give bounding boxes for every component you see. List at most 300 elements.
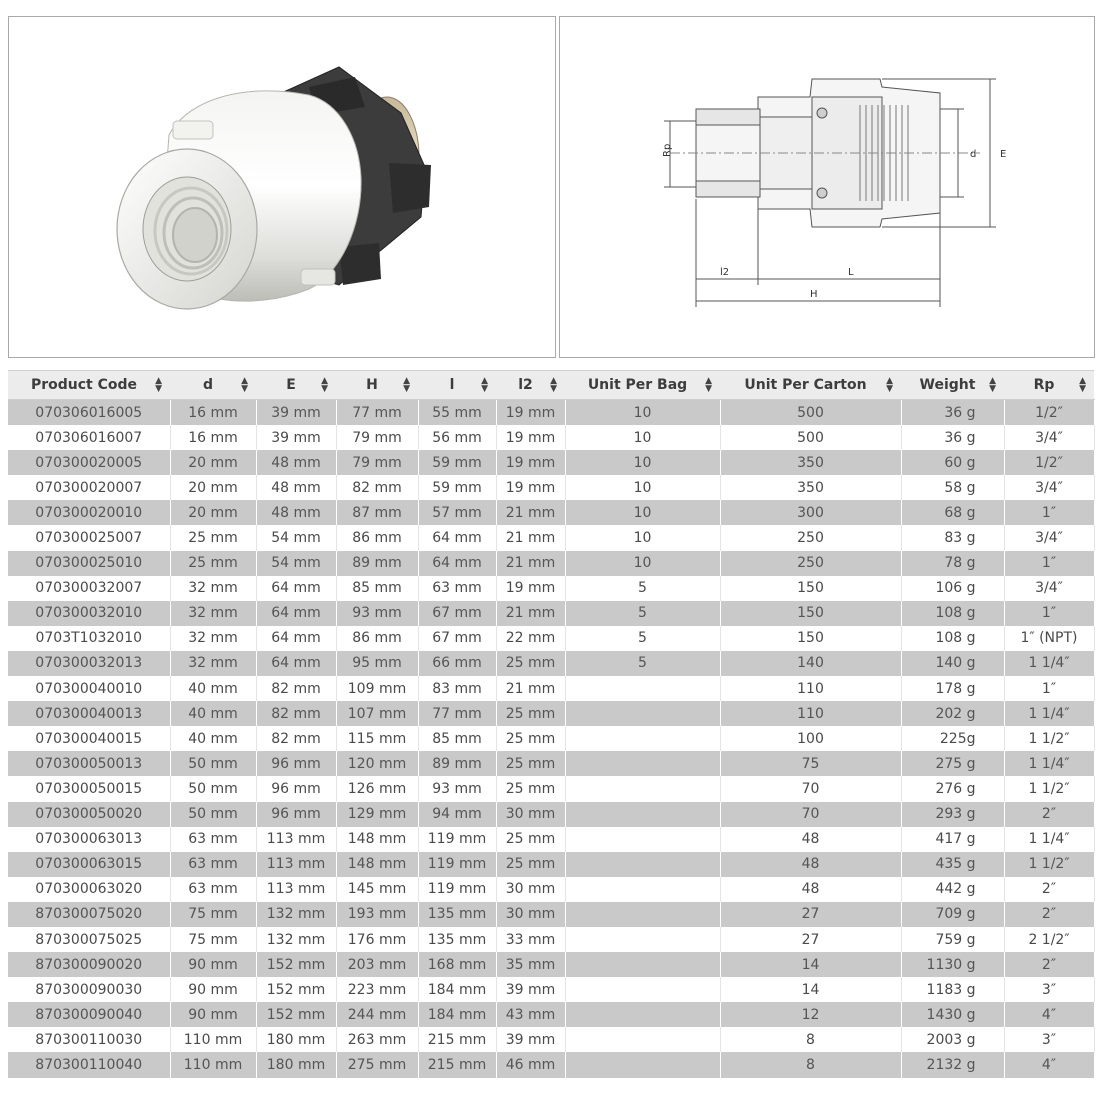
column-header-l[interactable] [418, 371, 496, 400]
cell-e: 180 mm [256, 1052, 336, 1077]
cell-h: 203 mm [336, 952, 418, 977]
cell-unit-per-carton: 150 [720, 576, 901, 601]
cell-h: 79 mm [336, 450, 418, 475]
cell-e: 48 mm [256, 450, 336, 475]
cell-d: 110 mm [170, 1027, 256, 1052]
cell-l2: 22 mm [496, 626, 565, 651]
column-header-label: H [366, 377, 378, 393]
cell-l: 85 mm [418, 726, 496, 751]
cell-l: 215 mm [418, 1052, 496, 1077]
cell-e: 132 mm [256, 902, 336, 927]
cell-product-code: 870300090030 [8, 977, 170, 1002]
cell-l: 59 mm [418, 450, 496, 475]
cell-unit-per-carton: 350 [720, 450, 901, 475]
cell-e: 39 mm [256, 425, 336, 450]
cell-rp: 1 1/4″ [1004, 651, 1094, 676]
cell-unit-per-carton: 140 [720, 651, 901, 676]
cell-l: 215 mm [418, 1027, 496, 1052]
table-row [8, 1002, 1094, 1027]
cell-unit-per-carton: 48 [720, 877, 901, 902]
column-header-product-code[interactable] [8, 371, 170, 400]
table-row [8, 1052, 1094, 1077]
cell-h: 86 mm [336, 525, 418, 550]
cell-weight: 225g [901, 726, 1004, 751]
sort-icon[interactable]: ▲ ▼ [481, 376, 488, 394]
table-row [8, 601, 1094, 626]
table-row [8, 927, 1094, 952]
cell-weight: 202 g [901, 701, 1004, 726]
cell-l2: 25 mm [496, 726, 565, 751]
table-row [8, 425, 1094, 450]
cell-l2: 33 mm [496, 927, 565, 952]
cell-rp: 3/4″ [1004, 425, 1094, 450]
sort-icon[interactable]: ▲ ▼ [321, 376, 328, 394]
cell-l: 56 mm [418, 425, 496, 450]
cell-e: 82 mm [256, 726, 336, 751]
cell-unit-per-bag [565, 701, 720, 726]
dimension-label-l2: l2 [720, 267, 730, 278]
column-header-label: Rp [1033, 377, 1055, 393]
column-header-label: Product Code [30, 377, 138, 393]
cell-l2: 19 mm [496, 400, 565, 426]
cell-unit-per-carton: 500 [720, 400, 901, 426]
table-row [8, 676, 1094, 701]
table-row [8, 726, 1094, 751]
cell-e: 54 mm [256, 525, 336, 550]
cell-weight: 2132 g [901, 1052, 1004, 1077]
cell-h: 193 mm [336, 902, 418, 927]
cell-product-code: 070300050020 [8, 802, 170, 827]
cell-h: 85 mm [336, 576, 418, 601]
cell-d: 32 mm [170, 626, 256, 651]
cell-d: 40 mm [170, 676, 256, 701]
cell-e: 82 mm [256, 701, 336, 726]
cell-unit-per-bag: 5 [565, 626, 720, 651]
cell-d: 16 mm [170, 425, 256, 450]
column-header-d[interactable] [170, 371, 256, 400]
cell-h: 95 mm [336, 651, 418, 676]
cell-product-code: 870300110040 [8, 1052, 170, 1077]
cell-d: 32 mm [170, 576, 256, 601]
table-row [8, 827, 1094, 852]
cell-h: 107 mm [336, 701, 418, 726]
cell-product-code: 870300090020 [8, 952, 170, 977]
cell-l2: 21 mm [496, 525, 565, 550]
cell-rp: 3/4″ [1004, 525, 1094, 550]
cell-product-code: 070300020010 [8, 500, 170, 525]
cell-l2: 39 mm [496, 977, 565, 1002]
cell-unit-per-bag [565, 751, 720, 776]
cell-unit-per-bag [565, 726, 720, 751]
cell-weight: 36 g [901, 400, 1004, 426]
cell-rp: 1″ (NPT) [1004, 626, 1094, 651]
cell-unit-per-carton: 70 [720, 802, 901, 827]
cell-unit-per-bag [565, 1052, 720, 1077]
product-table-container [8, 370, 1094, 1078]
cell-unit-per-bag: 10 [565, 475, 720, 500]
cell-d: 20 mm [170, 450, 256, 475]
fitting-photo-illustration [9, 17, 555, 357]
cell-e: 113 mm [256, 852, 336, 877]
cell-l2: 21 mm [496, 551, 565, 576]
cell-product-code: 870300075020 [8, 902, 170, 927]
cell-l2: 39 mm [496, 1027, 565, 1052]
cell-l: 57 mm [418, 500, 496, 525]
cell-unit-per-carton: 150 [720, 601, 901, 626]
cell-rp: 3/4″ [1004, 576, 1094, 601]
cell-unit-per-carton: 100 [720, 726, 901, 751]
cell-h: 77 mm [336, 400, 418, 426]
cell-e: 64 mm [256, 651, 336, 676]
cell-unit-per-carton: 350 [720, 475, 901, 500]
cell-weight: 293 g [901, 802, 1004, 827]
cell-l: 83 mm [418, 676, 496, 701]
cell-d: 40 mm [170, 726, 256, 751]
cell-unit-per-bag [565, 927, 720, 952]
cell-h: 244 mm [336, 1002, 418, 1027]
table-row [8, 1027, 1094, 1052]
cell-product-code: 870300075025 [8, 927, 170, 952]
cell-product-code: 070300063020 [8, 877, 170, 902]
cell-l2: 35 mm [496, 952, 565, 977]
cell-unit-per-carton: 500 [720, 425, 901, 450]
cell-l2: 30 mm [496, 902, 565, 927]
cell-rp: 4″ [1004, 1052, 1094, 1077]
cell-l2: 25 mm [496, 701, 565, 726]
cell-l2: 19 mm [496, 450, 565, 475]
technical-drawing-panel [559, 16, 1095, 358]
cell-weight: 1183 g [901, 977, 1004, 1002]
cell-e: 132 mm [256, 927, 336, 952]
cell-l: 168 mm [418, 952, 496, 977]
cell-l2: 25 mm [496, 776, 565, 801]
cell-product-code: 070300050013 [8, 751, 170, 776]
cell-weight: 58 g [901, 475, 1004, 500]
cell-weight: 140 g [901, 651, 1004, 676]
column-header-weight[interactable] [901, 371, 1004, 400]
cell-e: 96 mm [256, 751, 336, 776]
cell-d: 20 mm [170, 475, 256, 500]
cell-unit-per-bag [565, 952, 720, 977]
cell-d: 16 mm [170, 400, 256, 426]
table-row [8, 751, 1094, 776]
cell-rp: 3″ [1004, 977, 1094, 1002]
cell-h: 87 mm [336, 500, 418, 525]
cell-unit-per-carton: 75 [720, 751, 901, 776]
cell-unit-per-carton: 250 [720, 525, 901, 550]
cell-rp: 1 1/2″ [1004, 726, 1094, 751]
cell-weight: 108 g [901, 626, 1004, 651]
cell-e: 82 mm [256, 676, 336, 701]
dimension-label-l: L [848, 267, 854, 278]
cell-d: 75 mm [170, 927, 256, 952]
cell-rp: 1″ [1004, 500, 1094, 525]
cell-d: 90 mm [170, 1002, 256, 1027]
cell-unit-per-carton: 14 [720, 977, 901, 1002]
cross-section-drawing [560, 17, 1094, 357]
cell-rp: 2″ [1004, 877, 1094, 902]
cell-weight: 83 g [901, 525, 1004, 550]
cell-h: 93 mm [336, 601, 418, 626]
cell-product-code: 870300090040 [8, 1002, 170, 1027]
cell-e: 113 mm [256, 827, 336, 852]
cell-weight: 68 g [901, 500, 1004, 525]
cell-unit-per-bag [565, 852, 720, 877]
cell-h: 79 mm [336, 425, 418, 450]
cell-rp: 1/2″ [1004, 400, 1094, 426]
cell-h: 115 mm [336, 726, 418, 751]
table-row [8, 576, 1094, 601]
cell-l2: 25 mm [496, 751, 565, 776]
cell-rp: 4″ [1004, 1002, 1094, 1027]
table-header-row [8, 371, 1094, 400]
table-row [8, 701, 1094, 726]
cell-rp: 2″ [1004, 802, 1094, 827]
table-row [8, 852, 1094, 877]
dimension-label-rp: Rp [662, 143, 673, 157]
cell-e: 64 mm [256, 601, 336, 626]
cell-l2: 25 mm [496, 651, 565, 676]
cell-product-code: 070300025010 [8, 551, 170, 576]
cell-unit-per-bag: 10 [565, 551, 720, 576]
cell-e: 180 mm [256, 1027, 336, 1052]
cell-e: 48 mm [256, 475, 336, 500]
cell-unit-per-bag [565, 1002, 720, 1027]
cell-unit-per-carton: 14 [720, 952, 901, 977]
column-header-label: Unit Per Bag [587, 377, 688, 393]
dimension-label-e: E [1000, 149, 1007, 160]
column-header-label: Unit Per Carton [744, 377, 867, 393]
cell-l: 77 mm [418, 701, 496, 726]
cell-l2: 21 mm [496, 676, 565, 701]
cell-weight: 275 g [901, 751, 1004, 776]
cell-weight: 709 g [901, 902, 1004, 927]
cell-product-code: 0703T1032010 [8, 626, 170, 651]
cell-unit-per-carton: 27 [720, 902, 901, 927]
cell-h: 263 mm [336, 1027, 418, 1052]
cell-e: 39 mm [256, 400, 336, 426]
cell-unit-per-bag [565, 827, 720, 852]
cell-rp: 1 1/2″ [1004, 776, 1094, 801]
cell-l: 55 mm [418, 400, 496, 426]
cell-h: 176 mm [336, 927, 418, 952]
cell-product-code: 070300020005 [8, 450, 170, 475]
table-row [8, 500, 1094, 525]
cell-weight: 178 g [901, 676, 1004, 701]
sort-icon[interactable]: ▲ ▼ [403, 376, 410, 394]
cell-unit-per-bag [565, 977, 720, 1002]
sort-icon[interactable]: ▲ ▼ [989, 376, 996, 394]
cell-rp: 1 1/2″ [1004, 852, 1094, 877]
cell-unit-per-carton: 250 [720, 551, 901, 576]
product-photo-panel [8, 16, 556, 358]
cell-rp: 1 1/4″ [1004, 827, 1094, 852]
cell-weight: 417 g [901, 827, 1004, 852]
sort-icon[interactable]: ▲ ▼ [550, 376, 557, 394]
product-table [8, 370, 1095, 1078]
cell-product-code: 070300050015 [8, 776, 170, 801]
cell-l: 67 mm [418, 601, 496, 626]
cell-unit-per-bag: 10 [565, 400, 720, 426]
cell-unit-per-bag: 5 [565, 576, 720, 601]
cell-l: 135 mm [418, 902, 496, 927]
dimension-label-h: H [810, 289, 818, 300]
cell-weight: 1130 g [901, 952, 1004, 977]
cell-unit-per-carton: 12 [720, 1002, 901, 1027]
column-header-label: l2 [518, 377, 533, 393]
cell-weight: 442 g [901, 877, 1004, 902]
cell-h: 148 mm [336, 852, 418, 877]
cell-h: 129 mm [336, 802, 418, 827]
table-row [8, 551, 1094, 576]
cell-e: 152 mm [256, 977, 336, 1002]
cell-l2: 21 mm [496, 500, 565, 525]
column-header-l2[interactable] [496, 371, 565, 400]
cell-d: 25 mm [170, 525, 256, 550]
cell-unit-per-bag: 10 [565, 525, 720, 550]
cell-l: 119 mm [418, 877, 496, 902]
cell-l2: 19 mm [496, 576, 565, 601]
cell-l2: 46 mm [496, 1052, 565, 1077]
cell-weight: 60 g [901, 450, 1004, 475]
table-row [8, 475, 1094, 500]
column-header-label: l [449, 377, 455, 393]
cell-unit-per-bag [565, 877, 720, 902]
cell-l: 184 mm [418, 977, 496, 1002]
sort-icon[interactable]: ▲ ▼ [155, 376, 162, 394]
cell-e: 64 mm [256, 576, 336, 601]
cell-l2: 30 mm [496, 877, 565, 902]
cell-unit-per-bag [565, 902, 720, 927]
sort-icon[interactable]: ▲ ▼ [705, 376, 712, 394]
sort-icon[interactable]: ▲ ▼ [1079, 376, 1086, 394]
cell-h: 145 mm [336, 877, 418, 902]
column-header-unit-per-carton[interactable] [720, 371, 901, 400]
cell-d: 20 mm [170, 500, 256, 525]
table-row [8, 400, 1094, 426]
cell-e: 48 mm [256, 500, 336, 525]
cell-product-code: 070300040010 [8, 676, 170, 701]
cell-e: 96 mm [256, 776, 336, 801]
table-row [8, 776, 1094, 801]
cell-product-code: 070300040013 [8, 701, 170, 726]
cell-l: 66 mm [418, 651, 496, 676]
sort-icon[interactable]: ▲ ▼ [886, 376, 893, 394]
cell-l2: 25 mm [496, 852, 565, 877]
cell-d: 90 mm [170, 952, 256, 977]
cell-d: 50 mm [170, 802, 256, 827]
cell-e: 54 mm [256, 551, 336, 576]
cell-d: 63 mm [170, 827, 256, 852]
cell-h: 148 mm [336, 827, 418, 852]
cell-weight: 106 g [901, 576, 1004, 601]
cell-unit-per-carton: 8 [720, 1027, 901, 1052]
cell-rp: 1″ [1004, 551, 1094, 576]
cell-l: 93 mm [418, 776, 496, 801]
sort-icon[interactable]: ▲ ▼ [241, 376, 248, 394]
table-row [8, 450, 1094, 475]
cell-l2: 25 mm [496, 827, 565, 852]
cell-weight: 1430 g [901, 1002, 1004, 1027]
cell-unit-per-carton: 48 [720, 852, 901, 877]
table-row [8, 877, 1094, 902]
cell-product-code: 070300063013 [8, 827, 170, 852]
cell-l: 119 mm [418, 852, 496, 877]
cell-product-code: 070300063015 [8, 852, 170, 877]
cell-h: 86 mm [336, 626, 418, 651]
cell-unit-per-carton: 300 [720, 500, 901, 525]
cell-d: 63 mm [170, 877, 256, 902]
cell-unit-per-carton: 150 [720, 626, 901, 651]
cell-l2: 21 mm [496, 601, 565, 626]
cell-l2: 43 mm [496, 1002, 565, 1027]
cell-d: 90 mm [170, 977, 256, 1002]
cell-l: 89 mm [418, 751, 496, 776]
cell-unit-per-carton: 8 [720, 1052, 901, 1077]
cell-weight: 36 g [901, 425, 1004, 450]
cell-product-code: 070300032010 [8, 601, 170, 626]
cell-unit-per-carton: 48 [720, 827, 901, 852]
column-header-label: Weight [919, 377, 976, 393]
cell-product-code: 070306016005 [8, 400, 170, 426]
cell-rp: 2″ [1004, 952, 1094, 977]
cell-l: 119 mm [418, 827, 496, 852]
cell-d: 25 mm [170, 551, 256, 576]
column-header-e[interactable] [256, 371, 336, 400]
cell-rp: 1″ [1004, 601, 1094, 626]
cell-l: 59 mm [418, 475, 496, 500]
cell-product-code: 070300032013 [8, 651, 170, 676]
cell-weight: 2003 g [901, 1027, 1004, 1052]
cell-weight: 276 g [901, 776, 1004, 801]
cell-unit-per-bag: 10 [565, 425, 720, 450]
cell-l: 184 mm [418, 1002, 496, 1027]
cell-e: 152 mm [256, 952, 336, 977]
cell-h: 126 mm [336, 776, 418, 801]
cell-d: 50 mm [170, 751, 256, 776]
table-row [8, 525, 1094, 550]
cell-unit-per-bag [565, 776, 720, 801]
cell-l: 135 mm [418, 927, 496, 952]
cell-d: 50 mm [170, 776, 256, 801]
cell-d: 110 mm [170, 1052, 256, 1077]
cell-d: 75 mm [170, 902, 256, 927]
column-header-rp[interactable] [1004, 371, 1094, 400]
cell-h: 275 mm [336, 1052, 418, 1077]
cell-weight: 759 g [901, 927, 1004, 952]
cell-unit-per-bag: 10 [565, 450, 720, 475]
cell-l2: 19 mm [496, 475, 565, 500]
cell-rp: 3/4″ [1004, 475, 1094, 500]
table-row [8, 952, 1094, 977]
cell-unit-per-carton: 70 [720, 776, 901, 801]
table-row [8, 651, 1094, 676]
cell-d: 40 mm [170, 701, 256, 726]
cell-h: 120 mm [336, 751, 418, 776]
cell-unit-per-bag: 5 [565, 601, 720, 626]
cell-rp: 1 1/4″ [1004, 701, 1094, 726]
column-header-unit-per-bag[interactable] [565, 371, 720, 400]
cell-l: 64 mm [418, 525, 496, 550]
cell-product-code: 870300110030 [8, 1027, 170, 1052]
table-row [8, 977, 1094, 1002]
cell-product-code: 070300032007 [8, 576, 170, 601]
dimension-label-d: d [970, 149, 977, 160]
cell-l: 64 mm [418, 551, 496, 576]
cell-product-code: 070300020007 [8, 475, 170, 500]
cell-h: 89 mm [336, 551, 418, 576]
column-header-h[interactable] [336, 371, 418, 400]
